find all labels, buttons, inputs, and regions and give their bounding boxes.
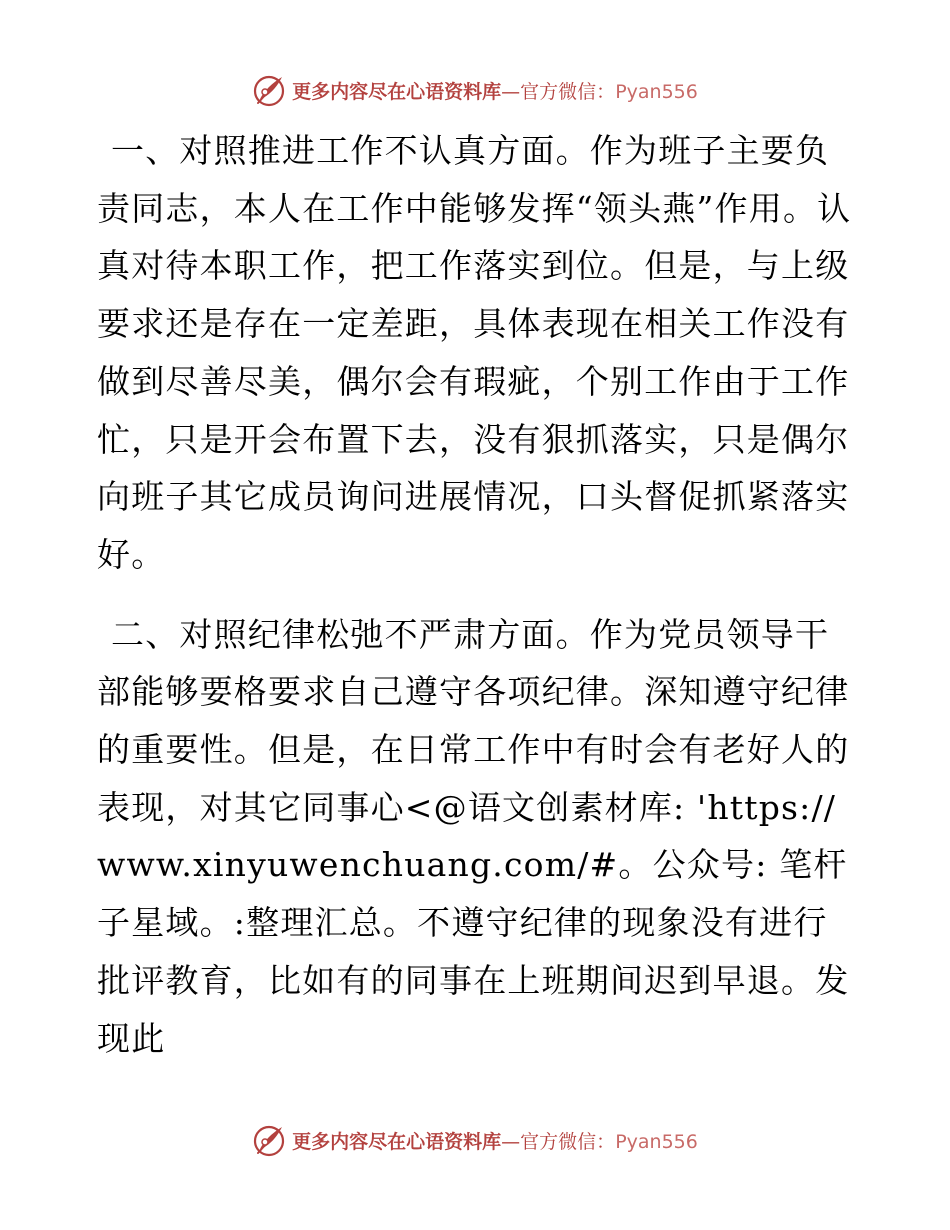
- footer-banner-contact-label: 官方微信：: [520, 1130, 616, 1153]
- footer-banner-main: 更多内容尽在心语资料库: [292, 1130, 502, 1153]
- footer-banner-text: [292, 1127, 698, 1154]
- header-banner: [0, 70, 950, 110]
- document-body: [97, 122, 857, 1067]
- header-banner-main: 更多内容尽在心语资料库: [292, 80, 502, 103]
- footer-banner-dash: —: [501, 1130, 521, 1153]
- paragraph-1: 一、对照推进工作不认真方面。作为班子主要负责同志，本人在工作中能够发挥“领头燕”作用。认真对待本职工作，把工作落实到位。但是，与上级要求还是存在一定差距，具体表现在相关工作没有做到尽善尽美，偶尔会有瑕疵，个别工作由于工作忙，只是开会布置下去，没有狠抓落实，只是偶尔向班子其它成员询问进展情况，口头督促抓紧落实好。: [97, 131, 852, 574]
- footer-banner: [0, 1120, 950, 1160]
- header-banner-dash: —: [501, 80, 521, 103]
- header-banner-text: [292, 77, 698, 104]
- header-banner-contact-label: 官方微信：: [520, 80, 616, 103]
- feather-quill-icon: [252, 1123, 286, 1157]
- footer-banner-contact-id: Pyan556: [615, 1130, 698, 1153]
- paragraph-2: 二、对照纪律松弛不严肃方面。作为党员领导干部能够要格要求自己遵守各项纪律。深知遵守纪律的重要性。但是，在日常工作中有时会有老好人的表现，对其它同事心<@语文创素材库: 'https://www.xinyuwenchuang.com/#。公众号: 笔杆子星域。:整理汇总。不遵守纪律的现象没有进行批评教育，比如有的同事在上班期间迟到早退。发现此: [97, 614, 850, 1058]
- header-banner-contact-id: Pyan556: [615, 80, 698, 103]
- feather-quill-icon: [252, 73, 286, 107]
